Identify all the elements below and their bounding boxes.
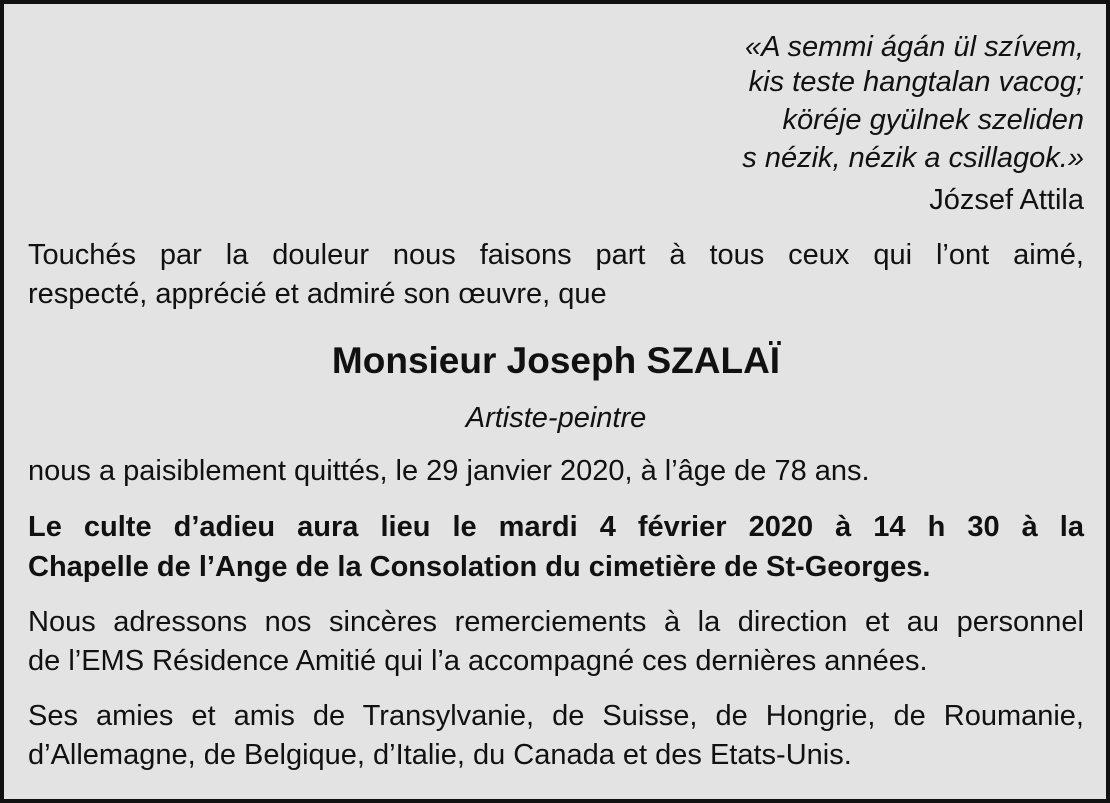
ceremony-line-2: Chapelle de l’Ange de la Consolation du cimetière de St-Georges.: [28, 551, 931, 583]
notice-content: [28, 4, 1084, 799]
announcement-line-1: Touchés par la douleur nous faisons part à tous ceux qui l’ont aimé,: [28, 239, 1084, 271]
passing-text: nous a paisiblement quittés, le 29 janvier 2020, à l’âge de 78 ans.: [28, 455, 870, 487]
announcement-line-2: respecté, apprécié et admiré son œuvre, que: [28, 278, 607, 310]
poem-line-4: s nézik, nézik a csillagok.»: [742, 142, 1084, 174]
deceased-profession: Artiste-peintre: [465, 402, 647, 434]
poem-line-2: kis teste hangtalan vacog;: [748, 66, 1084, 98]
signature-line-2: d’Allemagne, de Belgique, d’Italie, du Canada et des Etats-Unis.: [28, 739, 852, 771]
thanks-line-2: de l’EMS Résidence Amitié qui l’a accompagné ces dernières années.: [28, 645, 928, 677]
thanks-line-1: Nous adressons nos sincères remerciements à la direction et au personnel: [28, 606, 1084, 638]
poem-line-3: köréje gyülnek szeliden: [782, 104, 1084, 136]
poem-author: József Attila: [929, 184, 1084, 216]
deceased-name: Monsieur Joseph SZALAÏ: [331, 340, 781, 381]
ceremony-line-1: Le culte d’adieu aura lieu le mardi 4 février 2020 à 14 h 30 à la: [28, 511, 1084, 543]
poem-line-1: «A semmi ágán ül szívem,: [745, 31, 1084, 63]
signature-line-1: Ses amies et amis de Transylvanie, de Suisse, de Hongrie, de Roumanie,: [28, 700, 1084, 732]
